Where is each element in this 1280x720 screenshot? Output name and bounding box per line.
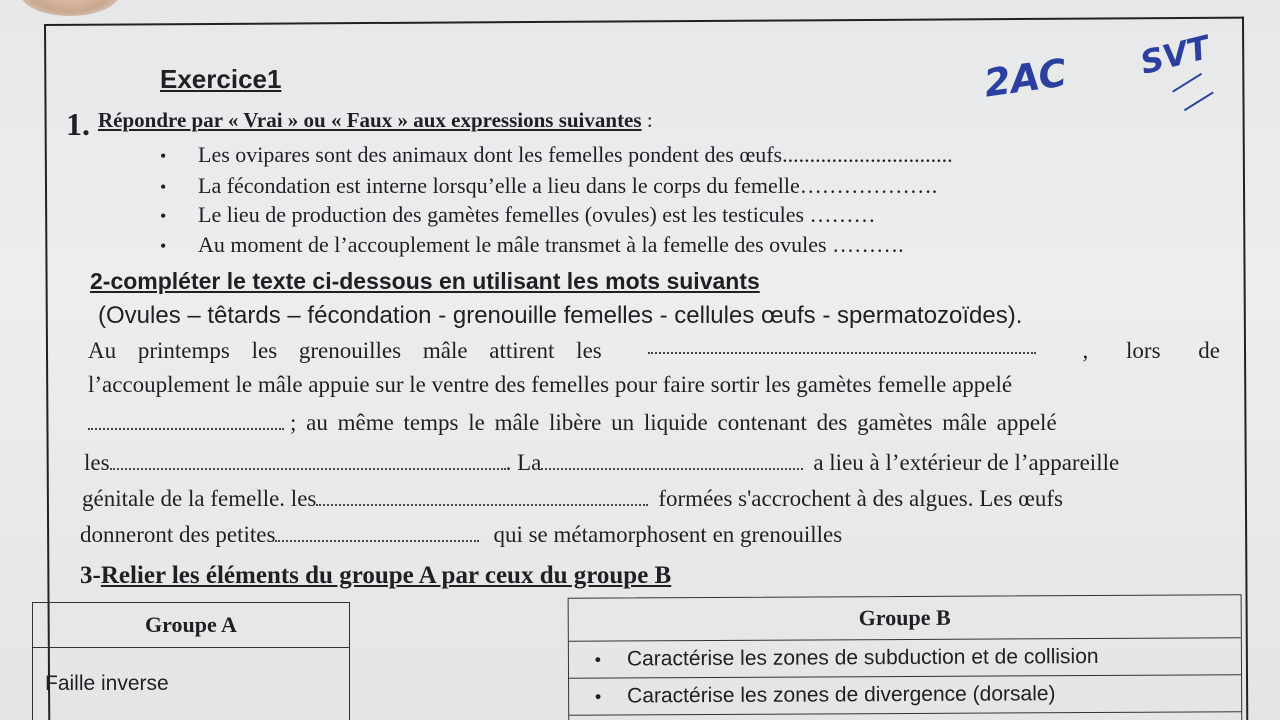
- paragraph-line-3: [88, 410, 1057, 436]
- bullet: •: [160, 206, 167, 226]
- q1-heading-colon: :: [641, 108, 653, 132]
- paragraph-line-5: [82, 486, 1063, 512]
- fill-blank-2[interactable]: [88, 414, 284, 430]
- group-b-table: [568, 594, 1243, 720]
- answer-blank[interactable]: ...............................: [782, 142, 953, 167]
- paragraph-text: a lieu à l’extérieur de l’appareille: [813, 450, 1120, 475]
- bullet: •: [594, 649, 602, 670]
- answer-blank[interactable]: ………: [804, 202, 876, 227]
- answer-blank[interactable]: ……………….: [799, 173, 938, 198]
- paragraph-line-4: [84, 450, 1119, 476]
- finger-shadow: [20, 0, 120, 16]
- paragraph-text: . La: [505, 450, 542, 475]
- group-a-item[interactable]: Faille inverse: [45, 672, 169, 695]
- group-b-item[interactable]: [569, 675, 1241, 716]
- q2-word-bank: (Ovules – têtards – fécondation - grenouille femelles - cellules œufs - spermatozoïdes).: [98, 302, 1023, 329]
- bullet: •: [160, 236, 167, 256]
- q2-heading: 2-compléter le texte ci-dessous en utilisant les mots suivants: [90, 268, 760, 294]
- paragraph-text: qui se métamorphosent en grenouilles: [493, 522, 843, 547]
- bullet: •: [594, 686, 602, 707]
- paragraph-text: génitale de la femelle. les: [82, 486, 317, 511]
- statement-text: Les ovipares sont des animaux dont les femelles pondent des œufs: [198, 142, 783, 167]
- paragraph-text: donneront des petites: [80, 522, 276, 547]
- handwritten-subject-label: SVT: [1136, 28, 1214, 82]
- paragraph-text: , lors de: [1082, 338, 1220, 363]
- group-a-header: Groupe A: [33, 603, 349, 648]
- statement-text: Le lieu de production des gamètes femelles (ovules) est les testicules: [198, 202, 805, 227]
- bullet: •: [160, 146, 167, 166]
- fill-blank-1[interactable]: [648, 338, 1036, 354]
- paragraph-text: Au printemps les grenouilles mâle attirent les: [88, 338, 602, 363]
- fill-blank-5[interactable]: [316, 490, 648, 506]
- paragraph-text: les: [84, 450, 110, 475]
- group-b-header: Groupe B: [569, 595, 1241, 642]
- statement-3: [160, 202, 876, 228]
- statement-text: Au moment de l’accouplement le mâle transmet à la femelle des ovules: [198, 232, 827, 257]
- statement-text: La fécondation est interne lorsqu’elle a lieu dans le corps du femelle: [198, 173, 800, 198]
- statement-1: [160, 142, 953, 168]
- exercise-title: Exercice1: [160, 64, 282, 94]
- paragraph-line-6: [80, 522, 842, 548]
- group-b-item-text: Caractérise les zones de divergence (dorsale): [627, 682, 1056, 708]
- paragraph-line-1: [88, 338, 1220, 364]
- answer-blank[interactable]: ……….: [826, 232, 904, 257]
- q3-heading: [80, 562, 671, 590]
- group-b-item-text: Caractérise les zones de subduction et de collision: [626, 644, 1099, 671]
- group-a-table: [32, 602, 350, 720]
- q1-number: 1.: [66, 106, 90, 142]
- q3-heading-text: Relier les éléments du groupe A par ceux du groupe B: [100, 562, 672, 589]
- group-b-item[interactable]: [569, 638, 1241, 679]
- statement-2: [160, 173, 937, 199]
- bullet: •: [160, 177, 167, 197]
- paragraph-text: formées s'accrochent à des algues. Les œufs: [658, 486, 1063, 511]
- handwritten-class-label: 2AC: [981, 50, 1070, 106]
- fill-blank-6[interactable]: [275, 526, 479, 542]
- q3-prefix: 3-: [80, 562, 101, 589]
- q1-heading-text: Répondre par « Vrai » ou « Faux » aux expressions suivantes: [98, 108, 642, 132]
- q1-heading: [98, 108, 653, 133]
- fill-blank-3[interactable]: [110, 454, 506, 470]
- paragraph-line-2: l’accouplement le mâle appuie sur le ventre des femelles pour faire sortir les gamètes femelle appelé: [88, 372, 1013, 397]
- paragraph-text: ; au même temps le mâle libère un liquide contenant des gamètes mâle appelé: [290, 410, 1057, 435]
- statement-4: [160, 232, 904, 258]
- fill-blank-4[interactable]: [541, 454, 803, 470]
